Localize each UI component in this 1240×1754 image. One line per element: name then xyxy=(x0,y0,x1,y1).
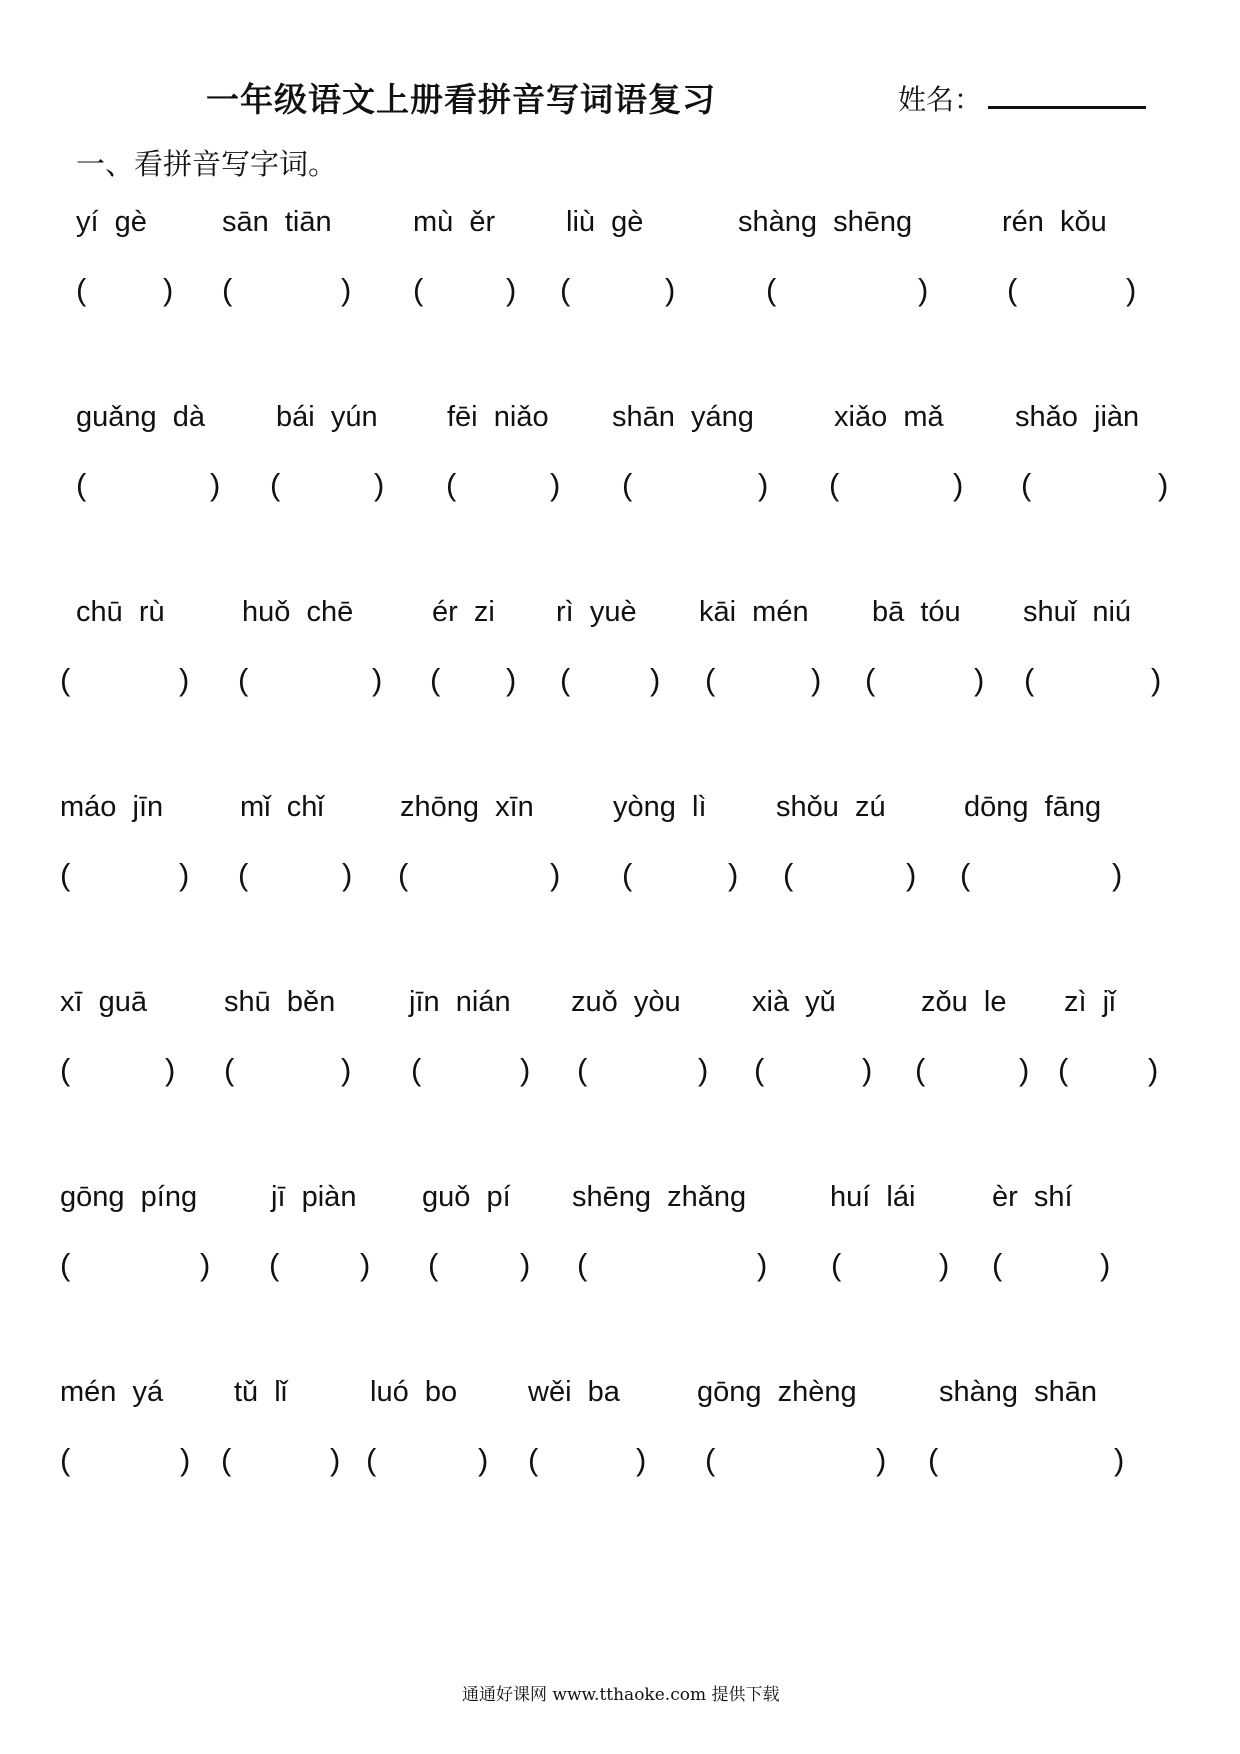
answer-open-paren: ( xyxy=(577,1052,588,1087)
answer-close-paren: ) xyxy=(374,467,385,502)
answer-close-paren: ) xyxy=(180,1442,191,1477)
answer-open-paren: ( xyxy=(270,467,281,502)
answer-open-paren: ( xyxy=(705,1442,716,1477)
answer-open-paren: ( xyxy=(60,857,71,892)
answer-close-paren: ) xyxy=(811,662,822,697)
answer-open-paren: ( xyxy=(238,662,249,697)
answer-open-paren: ( xyxy=(928,1442,939,1477)
answer-open-paren: ( xyxy=(829,467,840,502)
pinyin-word: jīn nián xyxy=(409,986,511,1018)
section-heading: 一、看拼音写字词。 xyxy=(76,147,338,181)
pinyin-word: shǒu zú xyxy=(776,791,886,823)
answer-close-paren: ) xyxy=(918,272,929,307)
answer-close-paren: ) xyxy=(636,1442,647,1477)
answer-close-paren: ) xyxy=(163,272,174,307)
answer-close-paren: ) xyxy=(360,1247,371,1282)
answer-open-paren: ( xyxy=(222,272,233,307)
footer-credit: 通通好课网 www.tthaoke.com 提供下载 xyxy=(462,1685,780,1705)
answer-open-paren: ( xyxy=(831,1247,842,1282)
pinyin-word: zì jǐ xyxy=(1064,986,1116,1018)
pinyin-word: mù ěr xyxy=(413,206,496,238)
pinyin-word: shàng shān xyxy=(939,1376,1098,1408)
pinyin-word: liù gè xyxy=(566,206,644,238)
pinyin-word: tǔ lǐ xyxy=(234,1376,288,1408)
exercise-row xyxy=(0,1181,1240,1321)
answer-close-paren: ) xyxy=(1148,1052,1159,1087)
answer-open-paren: ( xyxy=(783,857,794,892)
pinyin-word: chū rù xyxy=(76,596,165,628)
answer-open-paren: ( xyxy=(221,1442,232,1477)
answer-open-paren: ( xyxy=(915,1052,926,1087)
answer-close-paren: ) xyxy=(1100,1247,1111,1282)
pinyin-word: xī guā xyxy=(60,986,148,1018)
pinyin-word: shàng shēng xyxy=(738,206,913,238)
answer-close-paren: ) xyxy=(862,1052,873,1087)
pinyin-word: yòng lì xyxy=(613,791,707,823)
answer-close-paren: ) xyxy=(728,857,739,892)
answer-close-paren: ) xyxy=(179,857,190,892)
pinyin-word: shuǐ niú xyxy=(1023,596,1132,628)
answer-close-paren: ) xyxy=(506,662,517,697)
answer-close-paren: ) xyxy=(974,662,985,697)
answer-open-paren: ( xyxy=(1021,467,1032,502)
pinyin-word: shān yáng xyxy=(612,401,754,433)
answer-close-paren: ) xyxy=(757,1247,768,1282)
answer-close-paren: ) xyxy=(1158,467,1169,502)
answer-close-paren: ) xyxy=(179,662,190,697)
answer-close-paren: ) xyxy=(520,1052,531,1087)
name-input-line[interactable] xyxy=(988,106,1146,109)
pinyin-word: zhōng xīn xyxy=(400,791,534,823)
answer-open-paren: ( xyxy=(411,1052,422,1087)
answer-close-paren: ) xyxy=(341,1052,352,1087)
answer-open-paren: ( xyxy=(528,1442,539,1477)
pinyin-word: guǒ pí xyxy=(422,1181,511,1213)
pinyin-word: zuǒ yòu xyxy=(571,986,681,1018)
pinyin-word: gōng zhèng xyxy=(697,1376,857,1408)
answer-open-paren: ( xyxy=(865,662,876,697)
answer-close-paren: ) xyxy=(478,1442,489,1477)
exercise-row xyxy=(0,791,1240,931)
pinyin-word: mǐ chǐ xyxy=(240,791,324,823)
answer-open-paren: ( xyxy=(413,272,424,307)
exercise-row xyxy=(0,206,1240,346)
answer-open-paren: ( xyxy=(754,1052,765,1087)
answer-open-paren: ( xyxy=(766,272,777,307)
answer-open-paren: ( xyxy=(1007,272,1018,307)
answer-open-paren: ( xyxy=(577,1247,588,1282)
answer-close-paren: ) xyxy=(165,1052,176,1087)
exercise-row xyxy=(0,1376,1240,1516)
answer-close-paren: ) xyxy=(650,662,661,697)
pinyin-word: huí lái xyxy=(830,1181,916,1213)
answer-open-paren: ( xyxy=(446,467,457,502)
pinyin-word: shēng zhǎng xyxy=(572,1181,747,1213)
pinyin-word: guǎng dà xyxy=(76,401,206,433)
pinyin-word: luó bo xyxy=(370,1376,458,1408)
answer-open-paren: ( xyxy=(960,857,971,892)
answer-open-paren: ( xyxy=(60,1247,71,1282)
answer-close-paren: ) xyxy=(953,467,964,502)
answer-open-paren: ( xyxy=(76,272,87,307)
pinyin-word: jī piàn xyxy=(271,1181,357,1213)
answer-close-paren: ) xyxy=(906,857,917,892)
exercise-row xyxy=(0,596,1240,736)
answer-close-paren: ) xyxy=(506,272,517,307)
pinyin-word: rì yuè xyxy=(556,596,637,628)
answer-open-paren: ( xyxy=(76,467,87,502)
answer-open-paren: ( xyxy=(224,1052,235,1087)
answer-open-paren: ( xyxy=(60,1442,71,1477)
answer-close-paren: ) xyxy=(1126,272,1137,307)
pinyin-word: wěi ba xyxy=(528,1376,620,1408)
answer-close-paren: ) xyxy=(1151,662,1162,697)
pinyin-word: ér zi xyxy=(432,596,495,628)
answer-close-paren: ) xyxy=(1114,1442,1125,1477)
answer-close-paren: ) xyxy=(758,467,769,502)
answer-close-paren: ) xyxy=(520,1247,531,1282)
answer-open-paren: ( xyxy=(60,1052,71,1087)
answer-close-paren: ) xyxy=(665,272,676,307)
answer-close-paren: ) xyxy=(1019,1052,1030,1087)
answer-open-paren: ( xyxy=(398,857,409,892)
answer-open-paren: ( xyxy=(1024,662,1035,697)
pinyin-word: sān tiān xyxy=(222,206,332,238)
answer-close-paren: ) xyxy=(342,857,353,892)
pinyin-word: yí gè xyxy=(76,206,147,238)
answer-open-paren: ( xyxy=(269,1247,280,1282)
pinyin-word: rén kǒu xyxy=(1002,206,1107,238)
answer-close-paren: ) xyxy=(550,467,561,502)
pinyin-word: gōng píng xyxy=(60,1181,198,1213)
answer-close-paren: ) xyxy=(200,1247,211,1282)
answer-open-paren: ( xyxy=(622,467,633,502)
exercise-row xyxy=(0,986,1240,1126)
answer-close-paren: ) xyxy=(939,1247,950,1282)
name-label: 姓名： xyxy=(898,83,983,116)
answer-open-paren: ( xyxy=(622,857,633,892)
pinyin-word: shū běn xyxy=(224,986,336,1018)
answer-open-paren: ( xyxy=(238,857,249,892)
pinyin-word: bā tóu xyxy=(872,596,961,628)
answer-close-paren: ) xyxy=(550,857,561,892)
answer-close-paren: ) xyxy=(698,1052,709,1087)
pinyin-word: zǒu le xyxy=(921,986,1007,1018)
pinyin-word: mén yá xyxy=(60,1376,164,1408)
pinyin-word: fēi niǎo xyxy=(447,401,549,433)
answer-close-paren: ) xyxy=(372,662,383,697)
answer-close-paren: ) xyxy=(210,467,221,502)
answer-open-paren: ( xyxy=(366,1442,377,1477)
pinyin-word: shǎo jiàn xyxy=(1015,401,1140,433)
answer-open-paren: ( xyxy=(992,1247,1003,1282)
pinyin-word: kāi mén xyxy=(699,596,809,628)
pinyin-word: bái yún xyxy=(276,401,378,433)
answer-open-paren: ( xyxy=(560,662,571,697)
page-title: 一年级语文上册看拼音写词语复习 xyxy=(206,80,716,119)
answer-close-paren: ) xyxy=(876,1442,887,1477)
answer-open-paren: ( xyxy=(428,1247,439,1282)
pinyin-word: èr shí xyxy=(992,1181,1073,1213)
pinyin-word: huǒ chē xyxy=(242,596,354,628)
pinyin-word: máo jīn xyxy=(60,791,164,823)
answer-open-paren: ( xyxy=(60,662,71,697)
answer-close-paren: ) xyxy=(1112,857,1123,892)
answer-open-paren: ( xyxy=(1058,1052,1069,1087)
answer-close-paren: ) xyxy=(341,272,352,307)
answer-open-paren: ( xyxy=(430,662,441,697)
answer-open-paren: ( xyxy=(705,662,716,697)
pinyin-word: xià yǔ xyxy=(752,986,836,1018)
pinyin-word: dōng fāng xyxy=(964,791,1102,823)
pinyin-word: xiǎo mǎ xyxy=(834,401,944,433)
answer-open-paren: ( xyxy=(560,272,571,307)
exercise-row xyxy=(0,401,1240,541)
answer-close-paren: ) xyxy=(330,1442,341,1477)
